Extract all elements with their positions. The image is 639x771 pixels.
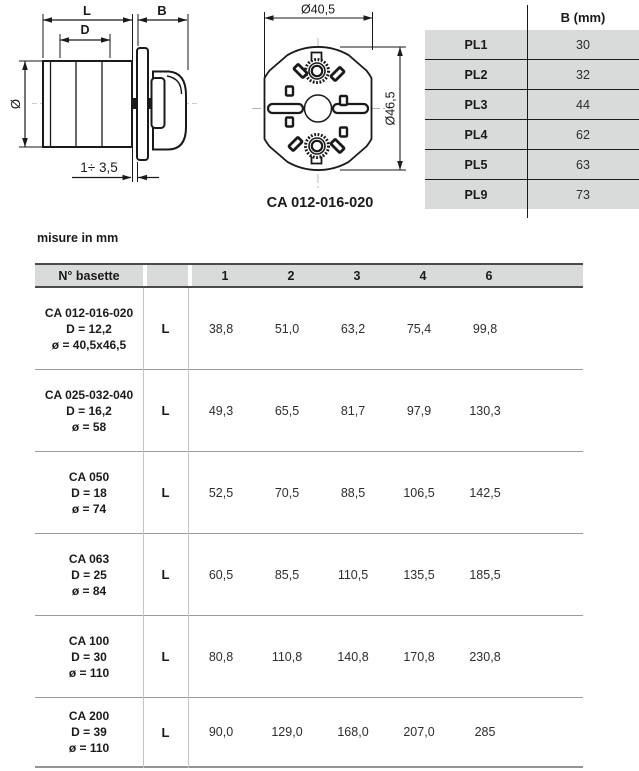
column-headers-poles <box>192 265 583 286</box>
table-row <box>425 119 639 149</box>
length-value: 80,8 <box>208 649 234 664</box>
table-divider-line <box>188 288 189 768</box>
dimension-D <box>60 23 110 58</box>
dimensions-table <box>35 263 583 768</box>
product-name: CA 012-016-020 <box>44 305 134 320</box>
product-d-dim: D = 18 <box>71 485 107 500</box>
table-row <box>425 179 639 209</box>
length-value: 170,8 <box>403 649 435 664</box>
column-header-basette: N° basette <box>35 265 143 286</box>
product-name: CA 100 <box>68 633 110 648</box>
table-row <box>425 30 639 59</box>
l-symbol-cell: L <box>161 485 170 500</box>
length-value: 99,8 <box>472 321 498 336</box>
table-row <box>425 59 639 89</box>
flange-b-value: 44 <box>576 97 590 112</box>
column-header-pole: 4 <box>419 268 427 283</box>
column-header-pole: 1 <box>221 268 229 283</box>
product-diameter-dim: ø = 84 <box>71 583 107 598</box>
length-value: 97,9 <box>406 403 432 418</box>
dimension-gap <box>72 160 159 182</box>
table-row <box>35 452 583 534</box>
product-name: CA 063 <box>68 551 110 566</box>
product-name: CA 050 <box>68 469 110 484</box>
table-row <box>35 616 583 698</box>
product-diameter-dim: ø = 40,5x46,5 <box>51 337 127 352</box>
side-view-drawing <box>0 0 225 215</box>
table-row <box>35 288 583 370</box>
front-view-drawing <box>230 0 420 220</box>
product-name: CA 200 <box>68 709 110 723</box>
switch-body <box>43 61 132 147</box>
product-diameter-dim: ø = 110 <box>68 741 110 755</box>
l-symbol-cell: L <box>161 321 170 336</box>
flange-table-header <box>425 5 639 30</box>
l-symbol-cell: L <box>161 567 170 582</box>
flange-code: PL1 <box>464 37 488 52</box>
flange-code: PL2 <box>464 67 488 82</box>
length-value: 129,0 <box>271 725 303 739</box>
length-value: 106,5 <box>403 485 435 500</box>
dimension-L-label: L <box>83 3 91 18</box>
length-value: 52,5 <box>208 485 234 500</box>
length-value: 110,8 <box>271 649 303 664</box>
product-diameter-dim: ø = 110 <box>68 665 110 680</box>
dimension-height-label: Ø46,5 <box>383 91 398 126</box>
flange-b-value: 62 <box>576 127 590 142</box>
length-value: 185,5 <box>469 567 501 582</box>
table-row <box>425 89 639 119</box>
table-row <box>35 370 583 452</box>
shaft-hole <box>305 95 332 122</box>
flange-b-value: 32 <box>576 67 590 82</box>
product-cell <box>35 387 143 435</box>
product-cell <box>35 551 143 599</box>
length-value: 65,5 <box>274 403 300 418</box>
dimension-diameter-label: Ø <box>8 98 23 110</box>
dimension-gap-label: 1÷ 3,5 <box>80 160 118 175</box>
flange-b-value: 63 <box>576 157 590 172</box>
l-symbol-cell: L <box>161 403 170 418</box>
product-diameter-dim: ø = 74 <box>71 501 107 516</box>
dimensions-table-body <box>35 288 583 768</box>
length-value: 168,0 <box>337 725 369 739</box>
l-symbol-cell: L <box>161 724 170 740</box>
length-value: 230,8 <box>469 649 501 664</box>
length-value: 70,5 <box>274 485 300 500</box>
product-cell <box>35 633 143 681</box>
table-row <box>35 698 583 768</box>
table-divider-line <box>143 288 144 768</box>
table-row <box>425 149 639 179</box>
length-value: 51,0 <box>274 321 300 336</box>
product-diameter-dim: ø = 58 <box>71 419 107 434</box>
length-value: 90,0 <box>208 725 234 739</box>
length-value: 110,5 <box>337 567 369 582</box>
length-value: 75,4 <box>406 321 432 336</box>
length-values <box>188 404 583 418</box>
length-value: 207,0 <box>403 725 435 739</box>
flange-table-rows <box>425 30 639 209</box>
table-divider-line <box>527 5 529 218</box>
column-header-pole: 6 <box>485 268 493 283</box>
product-cell <box>35 469 143 517</box>
length-value: 63,2 <box>340 321 366 336</box>
product-cell <box>35 708 143 756</box>
dimension-D-label: D <box>80 23 90 37</box>
column-header-pole: 2 <box>287 268 295 283</box>
table-row <box>35 534 583 616</box>
flange-b-value: 73 <box>576 187 590 202</box>
flange-b-value: 30 <box>576 37 590 52</box>
knob <box>152 72 187 150</box>
length-value: 81,7 <box>340 403 366 418</box>
length-values <box>188 650 583 664</box>
length-value: 38,8 <box>208 321 234 336</box>
product-d-dim: D = 39 <box>71 725 107 739</box>
dimension-width-label: Ø40,5 <box>300 2 336 17</box>
flange-size-table <box>425 5 639 209</box>
length-values <box>188 568 583 582</box>
length-values <box>188 322 583 336</box>
length-values <box>188 486 583 500</box>
product-name: CA 025-032-040 <box>44 387 134 402</box>
length-value: 85,5 <box>274 567 300 582</box>
length-value: 60,5 <box>208 567 234 582</box>
length-values <box>188 725 583 739</box>
l-symbol-cell: L <box>161 649 170 664</box>
column-header-pole: 3 <box>353 268 361 283</box>
length-value: 142,5 <box>469 485 501 500</box>
flange-code: PL3 <box>464 97 488 112</box>
length-value: 285 <box>474 725 496 739</box>
flange-code: PL9 <box>464 187 488 202</box>
length-value: 49,3 <box>208 403 234 418</box>
units-note: misure in mm <box>37 231 119 245</box>
length-value: 140,8 <box>337 649 369 664</box>
dimensions-table-header <box>35 263 583 288</box>
product-d-dim: D = 12,2 <box>66 321 112 336</box>
length-value: 88,5 <box>340 485 366 500</box>
dimension-B-label: B <box>157 3 167 18</box>
column-header-empty <box>147 265 188 286</box>
product-d-dim: D = 25 <box>71 567 107 582</box>
length-value: 130,3 <box>469 403 501 418</box>
flange-header-b: B (mm) <box>560 10 606 25</box>
front-view-caption: CA 012-016-020 <box>266 195 374 211</box>
flange-code: PL5 <box>464 157 488 172</box>
product-d-dim: D = 30 <box>71 649 107 664</box>
length-value: 135,5 <box>403 567 435 582</box>
product-cell <box>35 305 143 353</box>
flange-code: PL4 <box>464 127 488 142</box>
product-d-dim: D = 16,2 <box>66 403 112 418</box>
